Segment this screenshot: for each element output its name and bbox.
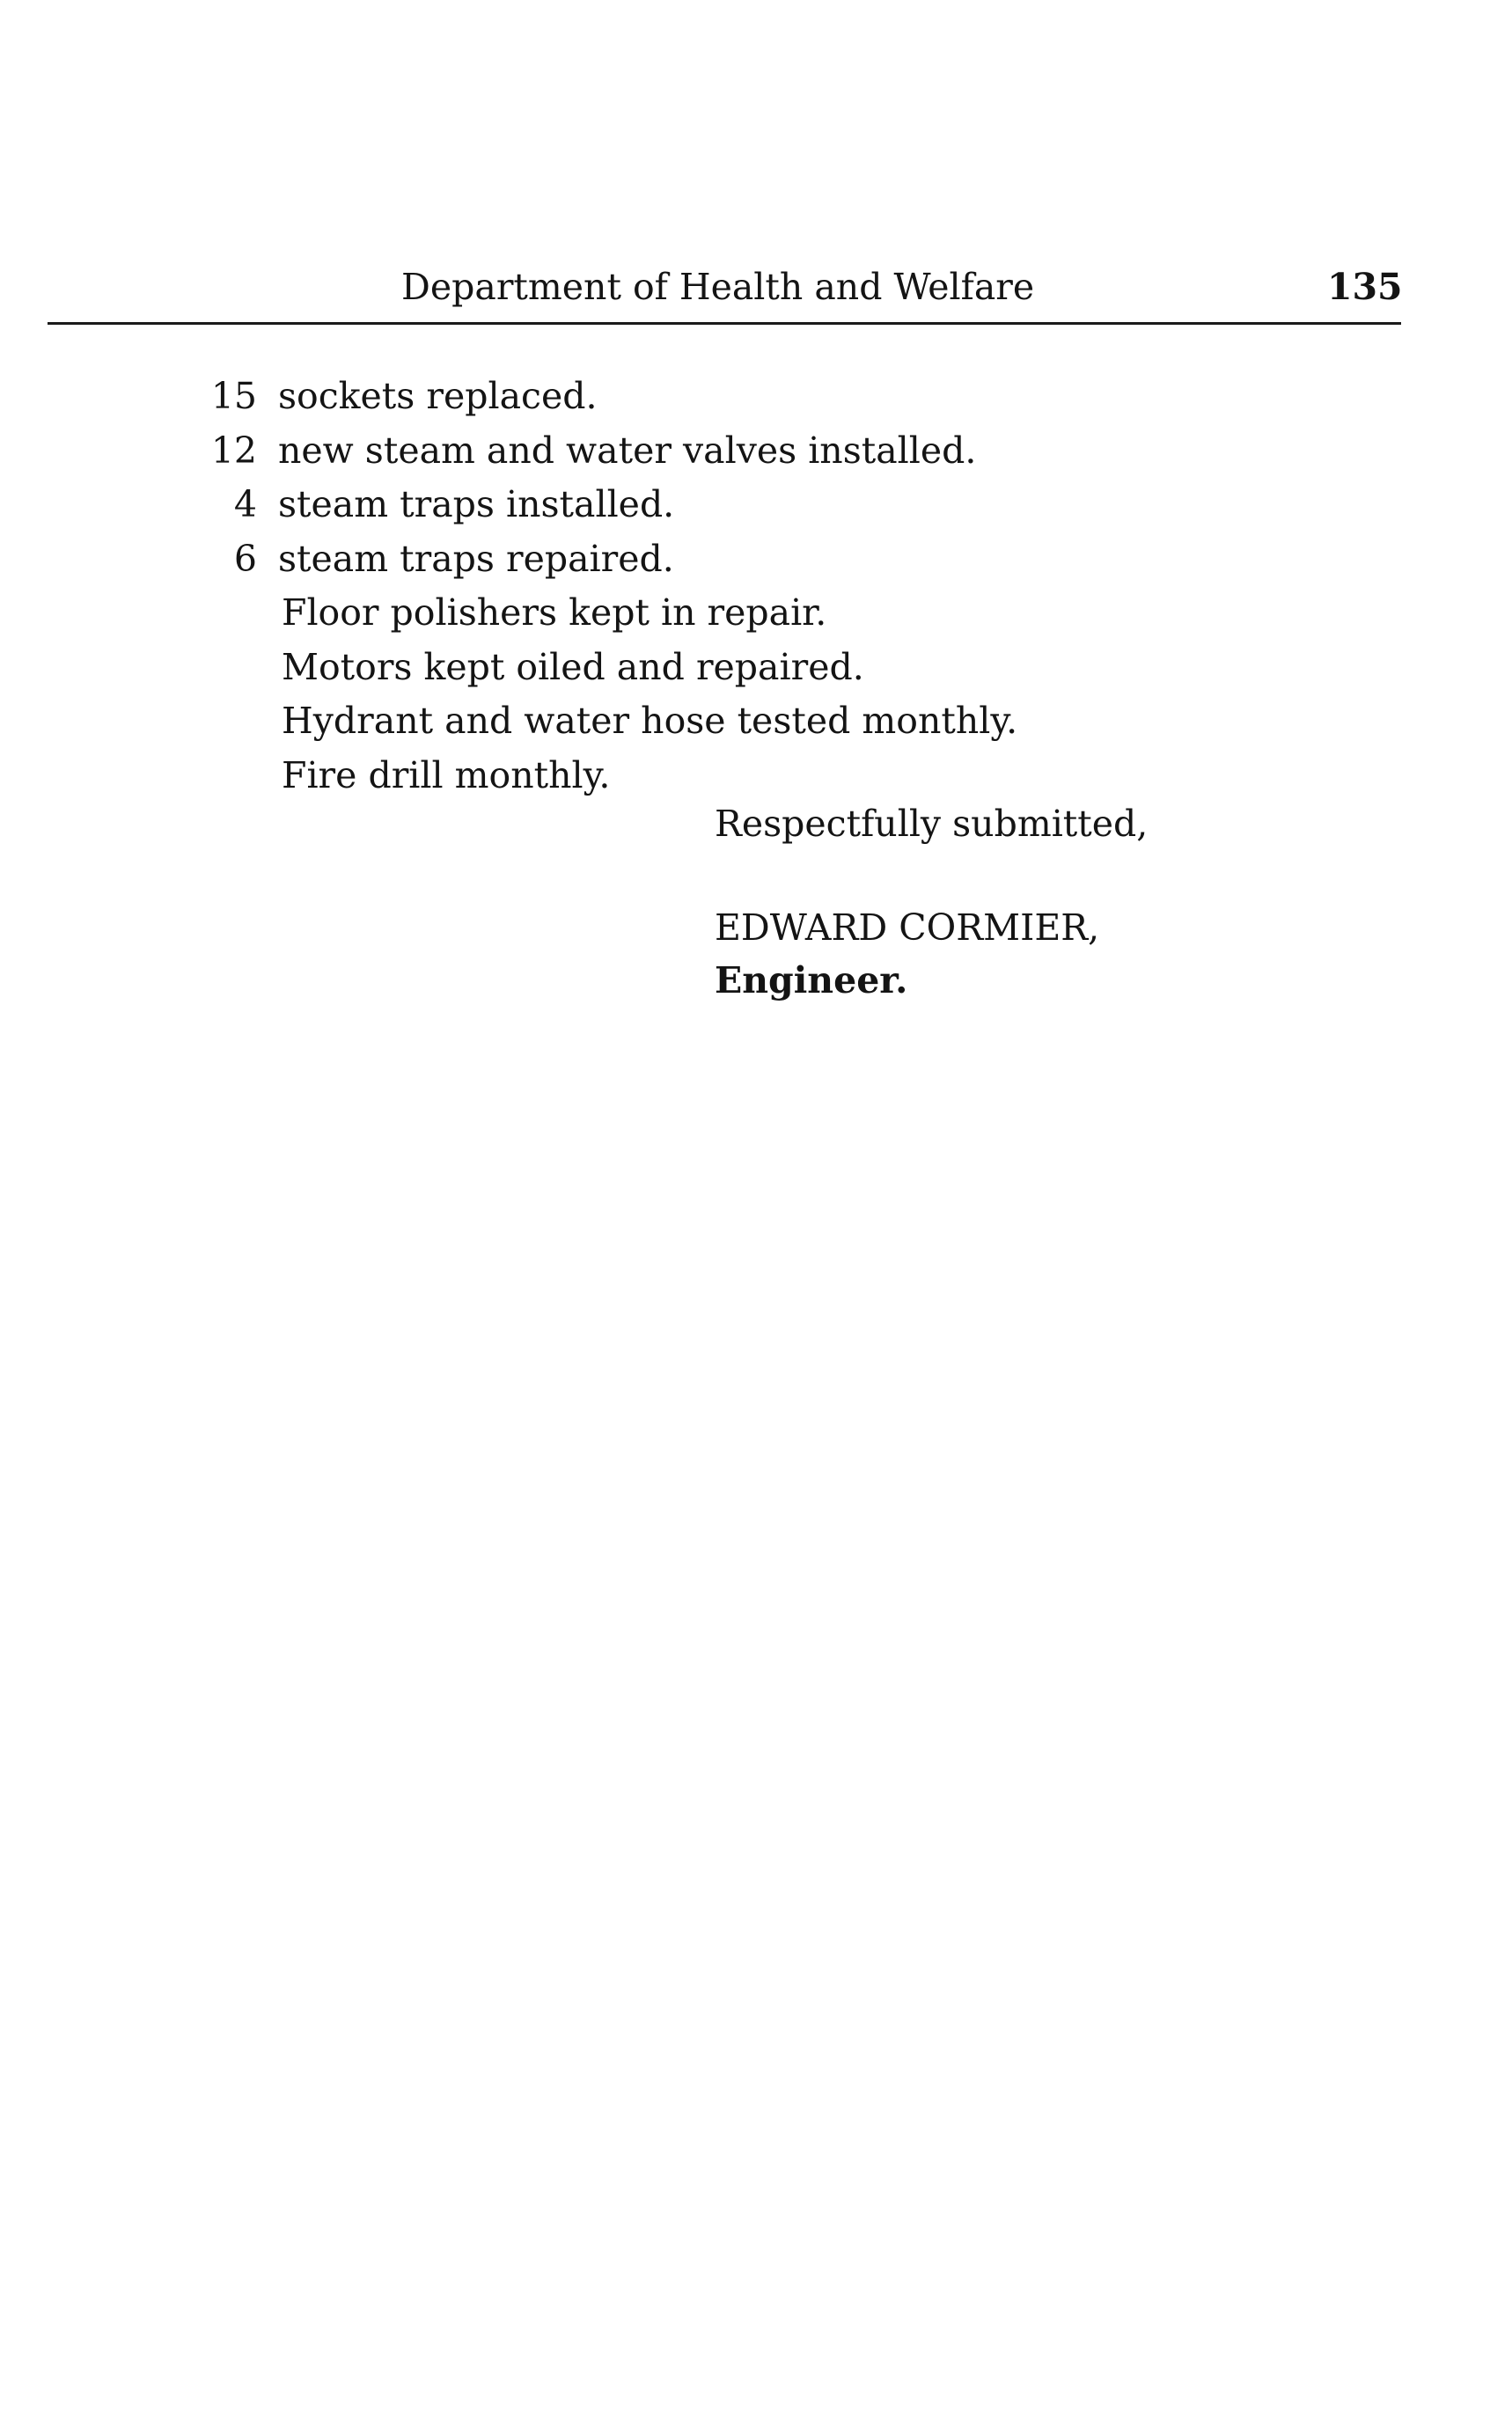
item-text: steam traps installed. [278,483,675,525]
page-number: 135 [1327,266,1403,308]
list-item [0,694,1512,749]
list-item [0,424,1512,479]
item-quantity: 4 [233,483,257,525]
list-item [0,478,1512,532]
item-text: Floor polishers kept in repair. [282,591,827,634]
running-title: Department of Health and Welfare [401,266,1035,308]
item-text: Hydrant and water hose tested monthly. [282,700,1018,742]
header-rule [48,322,1401,325]
item-text: sockets replaced. [278,375,598,417]
list-item [0,641,1512,695]
work-items-list [0,370,1512,803]
list-item [0,749,1512,803]
item-quantity: 15 [210,375,257,417]
running-header [0,260,1512,313]
closing-phrase: Respectfully submitted, [715,803,1149,845]
item-quantity: 12 [210,429,257,472]
item-text: Fire drill monthly. [282,753,611,796]
item-text: Motors kept oiled and repaired. [282,645,864,688]
list-item [0,532,1512,587]
signatory-title: Engineer. [715,959,908,1001]
list-item [0,370,1512,424]
list-item [0,586,1512,641]
item-text: new steam and water valves installed. [278,429,977,472]
item-quantity: 6 [233,537,257,580]
item-text: steam traps repaired. [278,537,674,580]
signatory-name: EDWARD CORMIER, [715,906,1100,949]
signature-block [715,901,1099,1007]
